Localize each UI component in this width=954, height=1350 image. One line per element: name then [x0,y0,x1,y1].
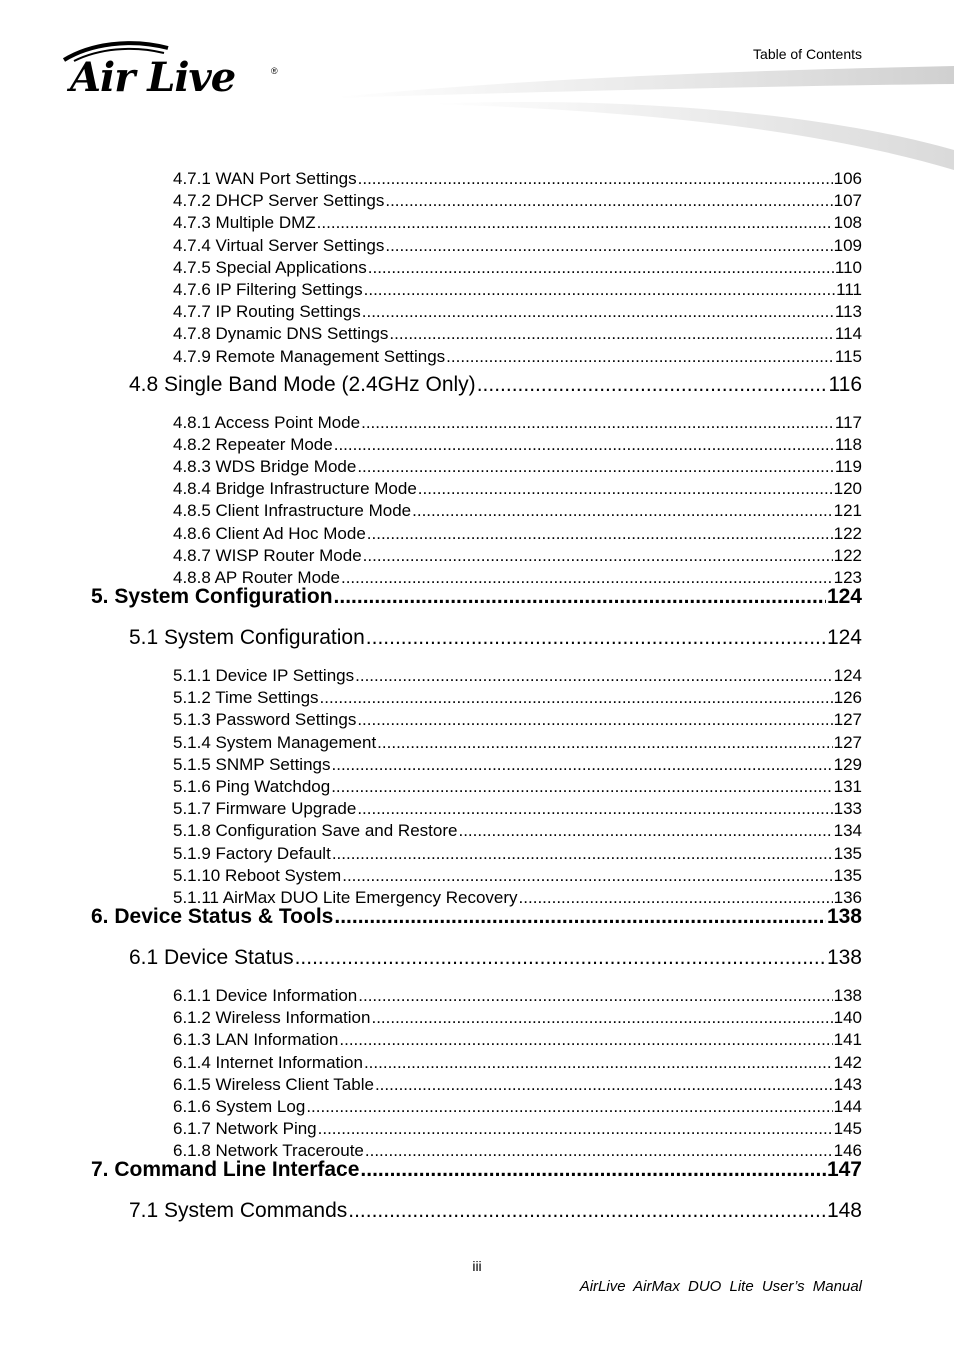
toc-entry-page: 134 [833,821,862,841]
toc-entry-page: 107 [833,191,862,211]
toc-entry-level-3[interactable] [173,500,862,522]
toc-entry-level-3[interactable] [173,235,862,257]
toc-entry-title: 4.8.1 Access Point Mode [173,412,361,432]
toc-entry-level-3[interactable] [173,1074,862,1096]
toc-entry-title: 5.1.4 System Management [173,732,377,752]
toc-entry-page: 138 [826,946,862,969]
toc-entry-title: 4.7.6 IP Filtering Settings [173,280,363,299]
toc-entry-page: 145 [833,1119,862,1139]
toc-entry-page: 142 [833,1052,862,1072]
toc-entry-page: 133 [833,799,862,819]
toc-entry-title: 5.1.6 Ping Watchdog [173,777,331,796]
toc-entry-level-3[interactable] [173,1029,862,1051]
header-section-label: Table of Contents [753,46,862,62]
toc-entry-title: 5.1.7 Firmware Upgrade [173,799,357,819]
toc-entry-page: 111 [836,280,862,299]
toc-entry-page: 143 [833,1074,862,1094]
toc-entry-title: 4.8.4 Bridge Infrastructure Mode [173,479,417,499]
toc-dot-leader [477,372,828,398]
toc-entry-level-3[interactable] [173,1118,862,1140]
toc-dot-leader [332,843,833,865]
toc-entry-page: 131 [833,777,862,796]
toc-entry-level-3[interactable] [173,1007,862,1029]
toc-entry-level-3[interactable] [173,776,862,798]
toc-entry-title: 6.1.3 LAN Information [173,1030,339,1050]
toc-dot-leader [334,904,826,930]
toc-entry-page: 127 [833,732,862,752]
toc-entry-title: 4.7.3 Multiple DMZ [173,213,316,233]
toc-dot-leader [375,1074,833,1096]
toc-dot-leader [412,500,833,522]
toc-entry-level-2[interactable] [129,625,862,651]
toc-entry-level-3[interactable] [173,820,862,842]
toc-entry-page: 124 [826,626,862,649]
toc-dot-leader [348,1198,826,1224]
toc-entry-page: 124 [826,585,862,608]
toc-entry-title: 5.1.8 Configuration Save and Restore [173,821,458,841]
toc-entry-page: 141 [833,1030,862,1050]
toc-entry-page: 140 [833,1008,862,1028]
toc-entry-level-3[interactable] [173,478,862,500]
toc-entry-title: 6. Device Status & Tools [91,905,334,928]
toc-entry-title: 5.1.10 Reboot System [173,865,342,885]
toc-entry-title: 5.1.1 Device IP Settings [173,666,355,685]
toc-entry-title: 4.8 Single Band Mode (2.4GHz Only) [129,372,476,396]
toc-entry-page: 117 [834,412,862,432]
toc-entry-page: 110 [834,257,862,277]
toc-dot-leader [331,776,832,798]
toc-entry-page: 108 [833,213,862,233]
toc-dot-leader [357,798,832,820]
toc-entry-title: 4.8.6 Client Ad Hoc Mode [173,523,366,543]
toc-entry-title: 6.1.4 Internet Information [173,1052,363,1072]
toc-entry-title: 4.7.7 IP Routing Settings [173,302,361,322]
toc-entry-title: 4.8.2 Repeater Mode [173,434,333,454]
toc-entry-page: 118 [834,434,862,454]
toc-dot-leader [342,865,832,887]
toc-dot-leader [358,168,833,190]
toc-entry-page: 138 [826,905,862,928]
toc-dot-leader [371,1007,832,1029]
toc-entry-level-3[interactable] [173,212,862,234]
registered-mark: ® [271,66,278,76]
toc-entry-page: 146 [833,1141,862,1161]
toc-entry-level-2[interactable] [129,1198,862,1224]
toc-dot-leader [357,709,832,731]
toc-entry-level-3[interactable] [173,754,862,776]
toc-entry-level-3[interactable] [173,843,862,865]
toc-entry-level-1[interactable] [91,904,862,930]
toc-entry-title: 4.7.9 Remote Management Settings [173,346,446,366]
toc-entry-level-2[interactable] [129,372,862,398]
toc-dot-leader [362,301,834,323]
toc-entry-level-3[interactable] [173,798,862,820]
toc-entry-level-3[interactable] [173,523,862,545]
toc-entry-level-2[interactable] [129,945,862,971]
toc-dot-leader [389,323,833,345]
toc-entry-level-3[interactable] [173,709,862,731]
toc-entry-page: 116 [828,372,862,396]
toc-dot-leader [318,1118,833,1140]
toc-entry-level-3[interactable] [173,687,862,709]
toc-dot-leader [364,279,836,301]
toc-entry-title: 6.1.1 Device Information [173,986,358,1005]
toc-dot-leader [339,1029,832,1051]
toc-dot-leader [446,346,834,368]
toc-entry-page: 136 [833,888,862,907]
toc-dot-leader [317,212,833,234]
toc-entry-title: 4.7.8 Dynamic DNS Settings [173,324,389,344]
toc-entry-title: 4.8.5 Client Infrastructure Mode [173,501,412,521]
toc-dot-leader [358,985,832,1007]
toc-dot-leader [320,687,833,709]
toc-dot-leader [363,545,833,567]
toc-entry-title: 4.8.3 WDS Bridge Mode [173,457,357,476]
toc-entry-page: 135 [833,843,862,863]
toc-entry-page: 109 [833,235,862,255]
toc-entry-title: 5.1 System Configuration [129,626,365,649]
toc-entry-title: 4.7.5 Special Applications [173,257,367,277]
toc-dot-leader [334,584,826,610]
toc-entry-page: 114 [834,324,862,344]
toc-dot-leader [366,625,826,651]
toc-dot-leader [364,1052,833,1074]
toc-dot-leader [418,478,833,500]
toc-entry-level-3[interactable] [173,434,862,456]
toc-entry-title: 6.1.8 Network Traceroute [173,1141,364,1161]
toc-entry-title: 4.7.1 WAN Port Settings [173,169,357,188]
toc-dot-leader [357,456,834,478]
toc-entry-level-3[interactable] [173,665,862,687]
toc-entry-title: 5.1.3 Password Settings [173,710,357,730]
toc-entry-page: 113 [834,302,862,322]
toc-entry-level-3[interactable] [173,985,862,1007]
toc-entry-page: 126 [833,688,862,708]
toc-dot-leader [361,412,834,434]
manual-title: AirLive AirMax DUO Lite User’s Manual [579,1278,862,1295]
toc-entry-title: 6.1.6 System Log [173,1097,306,1116]
toc-entry-level-3[interactable] [173,346,862,368]
toc-entry-page: 127 [833,710,862,730]
toc-dot-leader [306,1096,832,1118]
toc-entry-page: 121 [833,501,862,521]
toc-entry-level-3[interactable] [173,301,862,323]
toc-dot-leader [355,665,833,687]
toc-dot-leader [367,523,833,545]
toc-dot-leader [385,235,832,257]
toc-entry-page: 135 [833,865,862,885]
toc-entry-page: 138 [833,986,862,1005]
toc-entry-title: 5. System Configuration [91,585,333,608]
toc-entry-level-3[interactable] [173,190,862,212]
toc-entry-title: 4.8.7 WISP Router Mode [173,545,362,565]
toc-entry-level-3[interactable] [173,1096,862,1118]
toc-entry-page: 147 [826,1158,862,1182]
toc-entry-title: 5.1.2 Time Settings [173,688,319,708]
toc-entry-level-3[interactable] [173,323,862,345]
toc-entry-level-1[interactable] [91,584,862,610]
toc-entry-title: 4.8.8 AP Router Mode [173,568,340,587]
toc-dot-leader [458,820,832,842]
toc-entry-title: 6.1 Device Status [129,946,294,969]
toc-entry-title: 6.1.5 Wireless Client Table [173,1074,374,1094]
toc-dot-leader [368,257,834,279]
toc-entry-level-3[interactable] [173,545,862,567]
toc-entry-level-1[interactable] [91,1157,862,1183]
toc-dot-leader [295,945,826,971]
toc-entry-title: 7.1 System Commands [129,1199,348,1223]
toc-entry-title: 4.7.4 Virtual Server Settings [173,235,385,255]
toc-entry-level-3[interactable] [173,732,862,754]
toc-entry-title: 5.1.5 SNMP Settings [173,754,331,774]
toc-dot-leader [360,1157,826,1183]
toc-dot-leader [385,190,832,212]
toc-entry-page: 122 [833,545,862,565]
toc-entry-level-3[interactable] [173,279,862,301]
toc-entry-page: 124 [833,666,862,685]
toc-entry-level-3[interactable] [173,456,862,478]
toc-entry-page: 123 [833,568,862,587]
toc-entry-level-3[interactable] [173,1052,862,1074]
toc-entry-level-3[interactable] [173,168,862,190]
toc-entry-page: 120 [833,479,862,499]
toc-entry-page: 106 [833,169,862,188]
toc-dot-leader [334,434,834,456]
toc-entry-title: 4.7.2 DHCP Server Settings [173,191,385,211]
toc-entry-page: 144 [833,1097,862,1116]
toc-dot-leader [332,754,833,776]
logo-wordmark: Air Live [70,54,236,101]
toc-entry-level-3[interactable] [173,257,862,279]
toc-entry-level-3[interactable] [173,412,862,434]
toc-entry-level-3[interactable] [173,865,862,887]
toc-dot-leader [377,732,832,754]
toc-entry-page: 122 [833,523,862,543]
toc-entry-title: 7. Command Line Interface [91,1158,360,1182]
toc-entry-title: 5.1.9 Factory Default [173,843,331,863]
toc-entry-page: 129 [833,754,862,774]
toc-entry-page: 115 [834,346,862,366]
toc-entry-page: 148 [826,1199,862,1223]
toc-entry-page: 119 [834,457,862,476]
page-number: iii [472,1258,482,1274]
toc-entry-title: 6.1.2 Wireless Information [173,1008,371,1028]
toc-entry-title: 6.1.7 Network Ping [173,1119,317,1139]
toc-entry-title: 5.1.11 AirMax DUO Lite Emergency Recovery [173,888,518,907]
